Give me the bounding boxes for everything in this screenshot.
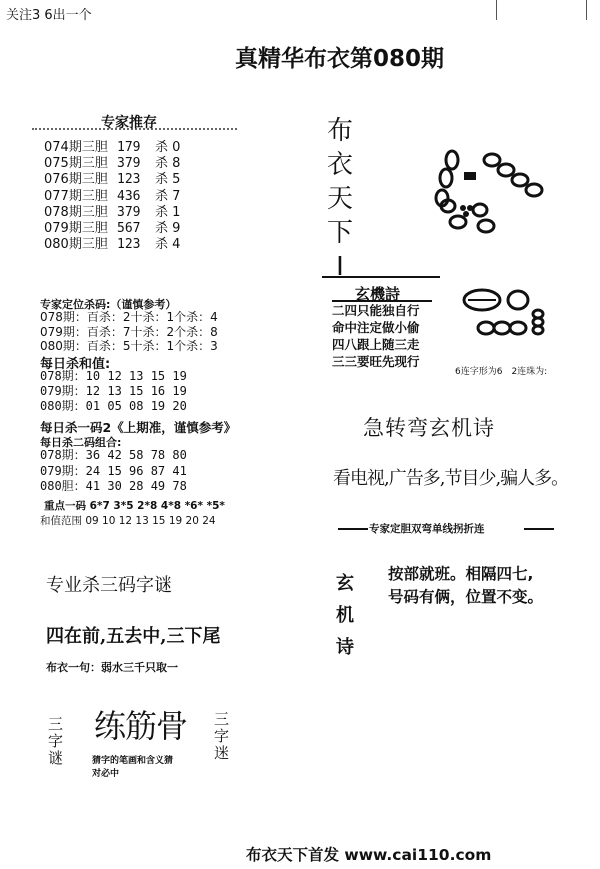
daily-sum-list xyxy=(40,369,187,414)
buyi-line: 布衣一句：弱水三千只取一 xyxy=(46,661,178,674)
list-item: 077期三胆 436 杀 7 xyxy=(44,188,181,204)
daily-one-list xyxy=(40,448,187,495)
list-item: 078期：百杀：2十杀：1个杀：4 xyxy=(40,310,218,324)
side-label-right: 三字迷 xyxy=(214,710,230,762)
sum-range-line: 和值范围 09 10 12 13 15 19 20 24 xyxy=(40,515,216,527)
riddle-poem-heading: 急转弯玄机诗 xyxy=(363,416,495,440)
expert-list xyxy=(44,140,180,253)
list-item: 080胆：41 30 28 49 78 xyxy=(40,479,187,493)
vertical-title: 布 衣 天 下 I xyxy=(326,116,353,282)
list-item: 三三要旺先现行 xyxy=(332,354,420,369)
list-item: 080期：01 05 08 19 20 xyxy=(40,399,187,413)
riddle-hint: 对必中 xyxy=(92,769,120,779)
daily-sum-heading: 每日杀和值: xyxy=(40,357,111,372)
riddle-poem-line: 看电视,广告多,节目少,骗人多。 xyxy=(333,468,569,489)
riddle-line: 四在前,五去中,三下尾 xyxy=(46,626,221,647)
banner-rule xyxy=(524,528,554,530)
poem-text: 按部就班。相隔四七, 号码有俩，位置不变。 xyxy=(388,565,544,606)
top-note: 关注3 6出一个 xyxy=(6,8,92,23)
daily-one-subheading: 每日杀二码组合: xyxy=(40,436,122,449)
poem-heading: 玄機詩 xyxy=(355,285,401,303)
kill-three-heading: 专业杀三码字谜 xyxy=(46,575,172,596)
riddle-hint: 猜字的笔画和含义猜 xyxy=(92,756,174,766)
page-title: 真精华布衣第080期 xyxy=(235,46,445,72)
list-item: 四八跟上随三走 xyxy=(332,337,420,352)
position-kill-list xyxy=(40,310,218,354)
footer: 布衣天下首发 www.cai110.com xyxy=(246,846,492,864)
list-item: 079期：12 13 15 16 19 xyxy=(40,384,187,398)
riddle-word: 练筋骨 xyxy=(94,707,188,745)
list-item: 二四只能独自行 xyxy=(332,303,420,318)
daily-one-heading: 每日杀一码2《上期准，谨慎参考》 xyxy=(40,420,237,435)
list-item: 075期三胆 379 杀 8 xyxy=(44,156,181,172)
list-item: 080期三胆 123 杀 4 xyxy=(44,237,181,253)
expert-heading: 专家推存 xyxy=(101,115,157,131)
list-item: 078期：36 42 58 78 80 xyxy=(40,448,187,462)
list-item: 078期：10 12 13 15 19 xyxy=(40,369,187,383)
list-item: 079期三胆 567 杀 9 xyxy=(44,221,181,237)
vertical-label: 玄 机 诗 xyxy=(336,573,354,658)
poem-lines xyxy=(332,302,420,370)
list-item: 078期三胆 379 杀 1 xyxy=(44,204,181,220)
side-label-left: 三字谜 xyxy=(48,715,64,767)
list-item: 命中注定做小偷 xyxy=(332,320,420,335)
list-item: 079期：百杀：7十杀：2个杀：8 xyxy=(40,324,218,339)
list-item: 079期：24 15 96 87 41 xyxy=(40,463,187,478)
beads-image xyxy=(430,140,550,240)
position-kill-heading: 专家定位杀码:（谨慎参考） xyxy=(40,298,177,311)
list-item: 080期：百杀：5十杀：1个杀：3 xyxy=(40,339,218,353)
list-item: 074期三胆 179 杀 0 xyxy=(44,140,181,155)
banner-rule xyxy=(338,528,368,530)
beads-image xyxy=(460,284,555,344)
corner-rule xyxy=(496,0,497,20)
list-item: 076期三胆 123 杀 5 xyxy=(44,172,181,188)
key-code-line: 重点一码 6*7 3*5 2*8 4*8 *6* *5* xyxy=(44,500,225,512)
beads-caption: 6连字形为6 2连珠为: xyxy=(455,367,548,377)
banner: 专家定胆双弯单线拐折连 xyxy=(369,523,485,535)
corner-rule xyxy=(586,0,587,20)
